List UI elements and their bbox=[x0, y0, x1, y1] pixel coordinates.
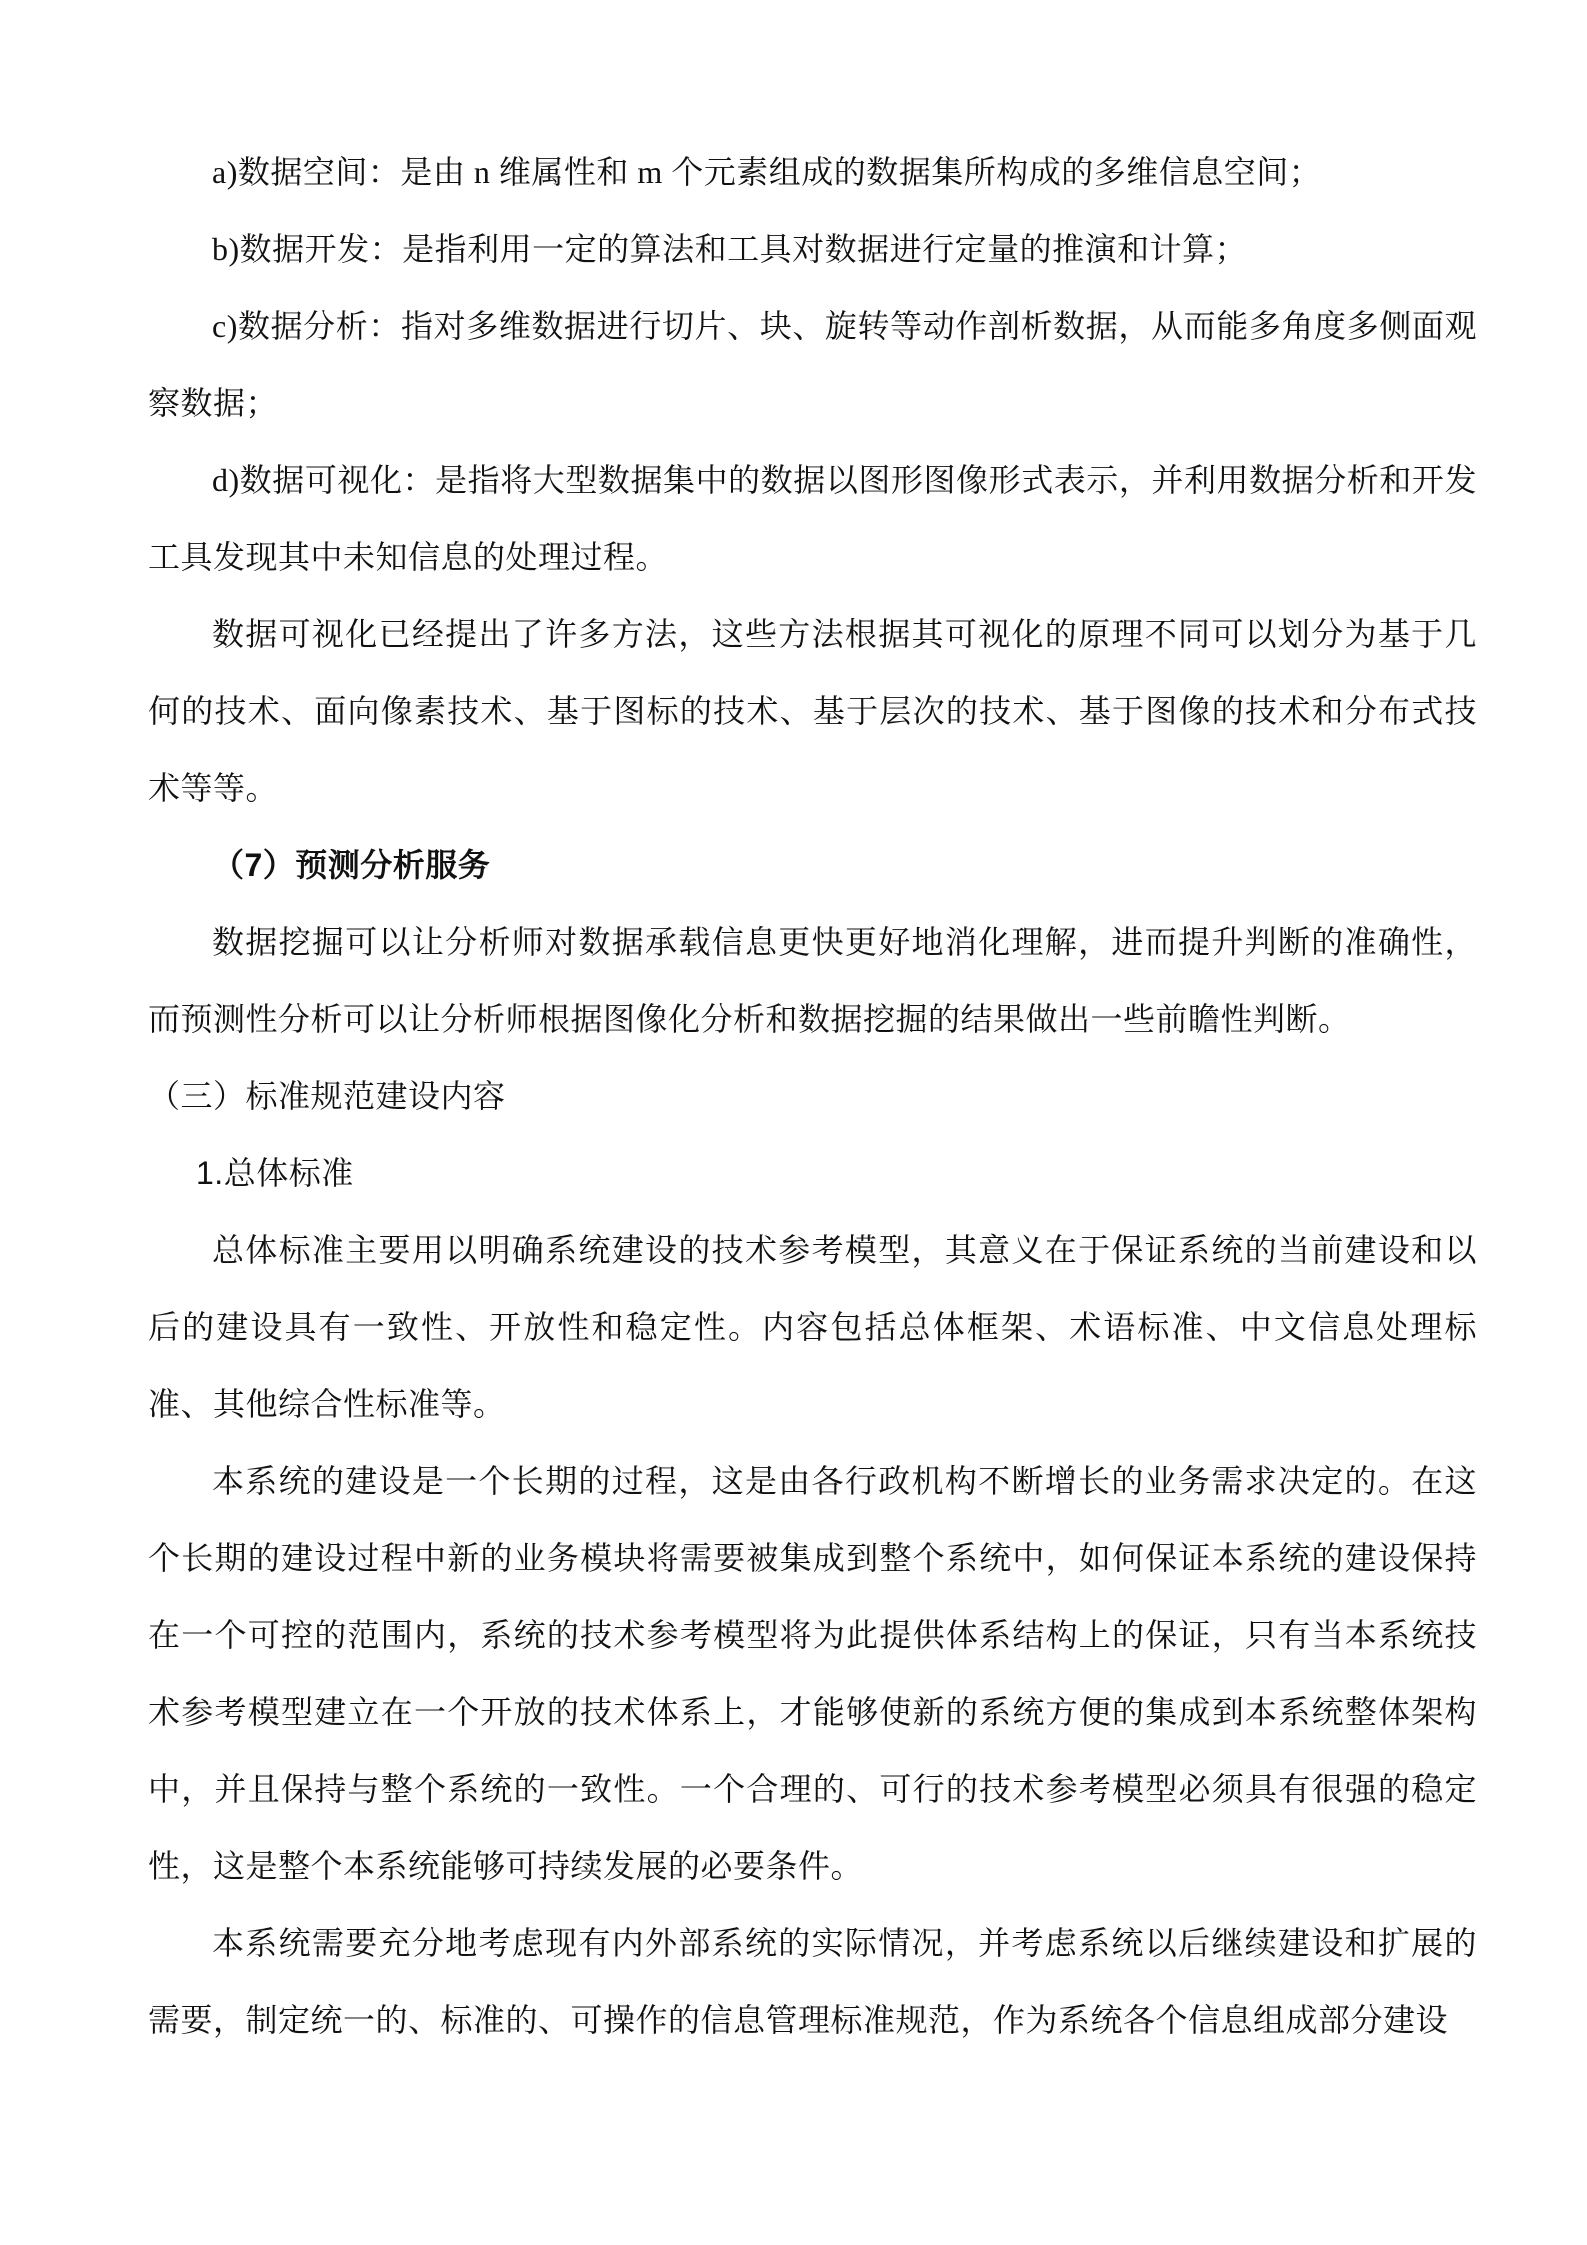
list-item-b: b)数据开发：是指利用一定的算法和工具对数据进行定量的推演和计算； bbox=[212, 231, 1248, 267]
list-item-a: a)数据空间：是由 n 维属性和 m 个元素组成的数据集所构成的多维信息空间； bbox=[212, 154, 1322, 190]
paragraph-visualization-methods: 数据可视化已经提出了许多方法，这些方法根据其可视化的原理不同可以划分为基于几何的技术、面向像素技术、基于图标的技术、基于层次的技术、基于图像的技术和分布式技术等等。 bbox=[148, 616, 1477, 806]
paragraph-system-long-term-construction: 本系统的建设是一个长期的过程，这是由各行政机构不断增长的业务需求决定的。在这个长期的建设过程中新的业务模块将需要被集成到整个系统中，如何保证本系统的建设保持在一个可控的范围内，系统的技术参考模型将为此提供体系结构上的保证，只有当本系统技术参考模型建立在一个开放的技术体系上，才能够使新的系统方便的集成到本系统整体架构中，并且保持与整个系统的一致性。一个合理的、可行的技术参考模型必须具有很强的稳定性，这是整个本系统能够可持续发展的必要条件。 bbox=[148, 1463, 1477, 1884]
heading-overall-standard: 1.总体标准 bbox=[196, 1155, 354, 1191]
list-item-c: c)数据分析：指对多维数据进行切片、块、旋转等动作剖析数据，从而能多角度多侧面观察数据； bbox=[148, 308, 1477, 421]
paragraph-system-considerations: 本系统需要充分地考虑现有内外部系统的实际情况，并考虑系统以后继续建设和扩展的需要，制定统一的、标准的、可操作的信息管理标准规范，作为系统各个信息组成部分建设 bbox=[148, 1925, 1477, 2038]
paragraph-data-mining: 数据挖掘可以让分析师对数据承载信息更快更好地消化理解，进而提升判断的准确性，而预测性分析可以让分析师根据图像化分析和数据挖掘的结果做出一些前瞻性判断。 bbox=[148, 924, 1477, 1037]
heading-predictive-analysis-service: （7）预测分析服务 bbox=[212, 847, 491, 883]
heading-standards-construction-content: （三）标准规范建设内容 bbox=[148, 1078, 506, 1114]
list-item-d: d)数据可视化：是指将大型数据集中的数据以图形图像形式表示，并利用数据分析和开发工具发现其中未知信息的处理过程。 bbox=[148, 462, 1477, 575]
paragraph-overall-standard-description: 总体标准主要用以明确系统建设的技术参考模型，其意义在于保证系统的当前建设和以后的建设具有一致性、开放性和稳定性。内容包括总体框架、术语标准、中文信息处理标准、其他综合性标准等。 bbox=[148, 1232, 1477, 1422]
